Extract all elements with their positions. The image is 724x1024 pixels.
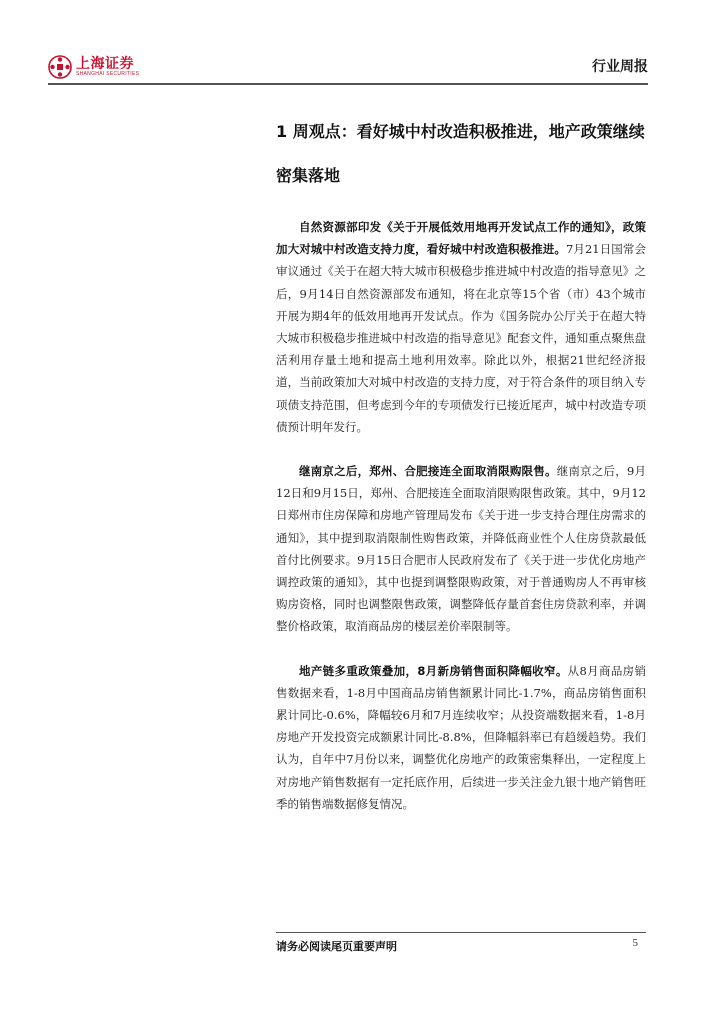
footer-divider <box>276 932 646 933</box>
paragraph-lead: 地产链多重政策叠加，8月新房销售面积降幅收窄。 <box>299 663 568 678</box>
shanghai-securities-logo-icon <box>48 55 72 79</box>
paragraph-body: 7月21日国常会审议通过《关于在超大特大城市积极稳步推进城中村改造的指导意见》之后，9月14日自然资源部发布通知，将在北京等15个省（市）43个城市开展为期4年的低效用地再开发试点。作为《国务院办公厅关于在超大特大城市积极稳步推进城中村改造的指导意见》配套文件，通知重点聚焦盘活利用存量土地和提高土地利用效率。除此以外，根据21世纪经济报道，当前政策加大对城中村改造的支持力度，对于符合条件的项目纳入专项债支持范围，但考虑到今年的专项债发行已接近尾声，城中村改造专项债预计明年发行。 <box>276 242 647 434</box>
paragraph-urban-village <box>276 216 646 438</box>
paragraph-purchase-limits <box>276 460 646 638</box>
paragraph-body: 继南京之后，9月12日和9月15日，郑州、合肥接连全面取消限购限售政策。其中，9月12日郑州市住房保障和房地产管理局发布《关于进一步支持合理住房需求的通知》，其中提到取消限制性购售政策，并降低商业性个人住房贷款最低首付比例要求。9月15日合肥市人民政府发布了《关于进一步优化房地产调控政策的通知》，其中也提到调整限购政策，对于普通购房人不再审核购房资格，同时也调整限售政策，调整降低存量首套住房贷款利率，并调整价格政策，取消商品房的楼层差价率限制等。 <box>276 464 646 634</box>
company-logo <box>48 54 139 80</box>
logo-english-name: SHANGHAI SECURITIES <box>76 71 140 77</box>
paragraph-sales-data <box>276 660 646 815</box>
paragraph-lead: 继南京之后，郑州、合肥接连全面取消限购限售。 <box>299 464 557 479</box>
footer-disclaimer: 请务必阅读尾页重要声明 <box>276 940 397 953</box>
paragraph-lead: 自然资源部印发《关于开展低效用地再开发试点工作的通知》，政策加大对城中村改造支持力度，看好城中村改造积极推进。 <box>276 220 646 257</box>
paragraph-body: 从8月商品房销售数据来看，1-8月中国商品房销售额累计同比-1.7%，商品房销售面积累计同比-0.6%，降幅较6月和7月连续收窄；从投资端数据来看，1-8月房地产开发投资完成额累计同比-8.8%，但降幅斜率已有趋缓趋势。我们认为，自年中7月份以来，调整优化房地产的政策密集释出，一定程度上对房地产销售数据有一定托底作用，后续进一步关注金九银十地产销售旺季的销售端数据修复情况。 <box>276 663 646 811</box>
logo-chinese-name: 上海证券 <box>76 56 134 72</box>
page-number: 5 <box>632 937 638 949</box>
page-header <box>48 52 648 82</box>
main-content <box>276 110 646 837</box>
report-type-label: 行业周报 <box>592 59 648 75</box>
section-title: 1 周观点：看好城中村改造积极推进，地产政策继续密集落地 <box>276 122 645 185</box>
header-divider <box>48 83 648 85</box>
